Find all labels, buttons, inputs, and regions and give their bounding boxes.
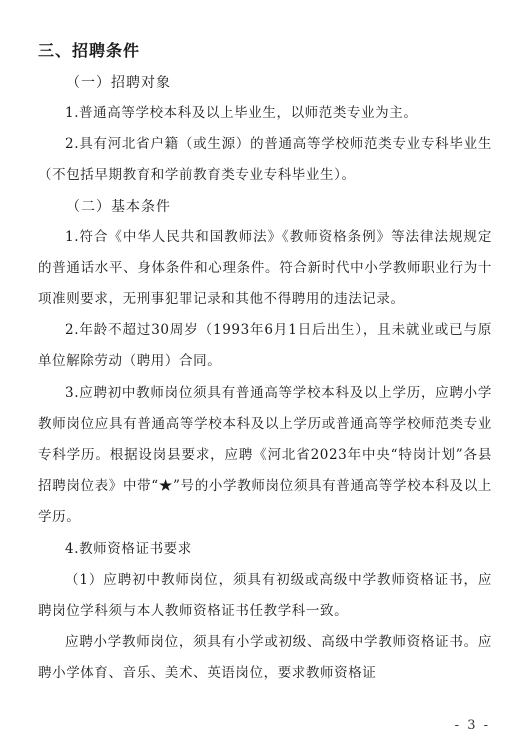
basic-condition-item-4-1: （1）应聘初中教师岗位，须具有初级或高级中学教师资格证书，应聘岗位学科须与本人教师资格证书任教学科一致。 [38, 571, 492, 620]
basic-condition-item-4: 4.教师资格证书要求 [65, 540, 192, 557]
basic-condition-item-1: 1.符合《中华人民共和国教师法》《教师资格条例》等法律法规规定的普通话水平、身体条件和心理条件。符合新时代中小学教师职业行为十项准则要求，无刑事犯罪记录和其他不得聘用的违法记录。 [38, 228, 492, 308]
section-title: 三、招聘条件 [38, 41, 141, 60]
page-number: - 3 - [454, 718, 490, 733]
basic-condition-item-3: 3.应聘初中教师岗位须具有普通高等学校本科及以上学历，应聘小学教师岗位应具有普通高等学校本科及以上学历或普通高等学校师范类专业专科学历。根据设岗县要求，应聘《河北省2023年中央“特岗计划”各县招聘岗位表》中带“★”号的小学教师岗位须具有普通高等学校本科及以上学历。 [38, 384, 492, 526]
basic-conditions-heading: （二）基本条件 [66, 198, 171, 215]
basic-condition-item-4-2: 应聘小学教师岗位，须具有小学或初级、高级中学教师资格证书。应聘小学体育、音乐、美术、英语岗位，要求教师资格证 [38, 634, 492, 682]
recruit-target-item-2: 2.具有河北省户籍（或生源）的普通高等学校师范类专业专科毕业生（不包括早期教育和学前教育类专业专科毕业生）。 [38, 136, 492, 184]
basic-condition-item-2: 2.年龄不超过30周岁（1993年6月1日后出生），且未就业或已与原单位解除劳动（聘用）合同。 [38, 322, 492, 370]
recruit-target-item-1: 1.普通高等学校本科及以上毕业生，以师范类专业为主。 [65, 105, 418, 121]
recruit-target-heading: （一）招聘对象 [66, 75, 171, 91]
